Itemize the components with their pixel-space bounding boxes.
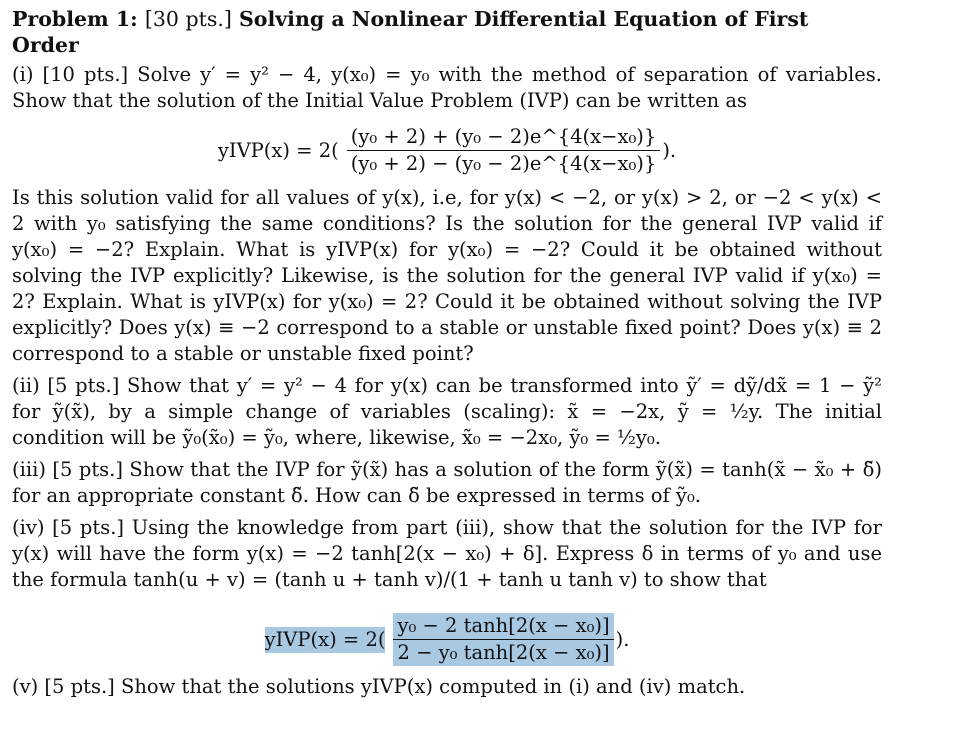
part-i-questions: Is this solution valid for all values of y(x), i.e, for y(x) < −2, or y(x) > 2, or −2 < y(x) < 2 with y₀ satisfying the same conditions? Is the solution for the general IVP valid if y(x₀) = −2? Explain. What is yIVP(x) for y(x₀) = −2? Could it be obtained without solving the IVP explicitly? Likewise, is the solution for the general IVP valid if y(x₀) = 2? Explain. What is yIVP(x) for y(x₀) = 2? Could it be obtained without solving the IVP explicitly? Does y(x) ≡ −2 correspond to a stable or unstable fixed point? Does y(x) ≡ 2 correspond to a stable or unstable fixed point? [12,186,882,365]
equation-fraction-highlighted [393,613,613,666]
equation-numerator: (y₀ + 2) + (y₀ − 2)e^{4(x−x₀)} [350,125,657,148]
problem-points: [30 pts.] [144,7,232,31]
problem-heading: Solving a Nonlinear Differential Equation of First Order [12,7,809,57]
part-v: (v) [5 pts.] Show that the solutions yIVP(x) computed in (i) and (iv) match. [12,675,746,698]
equation-numerator-highlighted: y₀ − 2 tanh[2(x − x₀)] [393,613,613,639]
equation-denominator: (y₀ + 2) − (y₀ − 2)e^{4(x−x₀)} [347,150,661,177]
equation-fraction [347,124,661,177]
equation-rhs: ). [662,138,677,162]
part-iii: (iii) [5 pts.] Show that the IVP for ỹ(x̃) has a solution of the form ỹ(x̃) = tanh(x̃ − x̃₀ + δ̃) for an appropriate constant δ̃. How can δ̃ be expressed in terms of ỹ₀. [12,458,882,507]
problem-document [12,4,882,700]
equation-rhs: ). [615,627,630,651]
part-iv: (iv) [5 pts.] Using the knowledge from part (iii), show that the solution for the IVP for y(x) will have the form y(x) = −2 tanh[2(x − x₀) + δ]. Express δ in terms of y₀ and use the formula tanh(u + v) = (tanh u + tanh v)/(1 + tanh u tanh v) to show that [12,516,882,591]
tanh-solution-equation [12,613,882,666]
ivp-solution-equation [12,124,882,177]
part-i-intro: (i) [10 pts.] Solve y′ = y² − 4, y(x₀) = y₀ with the method of separation of variables. Show that the solution of the Initial Value Problem (IVP) can be written as [12,63,882,112]
problem-title [12,6,882,58]
part-ii: (ii) [5 pts.] Show that y′ = y² − 4 for y(x) can be transformed into ỹ′ = dỹ/dx̃ = 1 − ỹ² for ỹ(x̃), by a simple change of variables (scaling): x̃ = −2x, ỹ = ½y. The initial condition will be ỹ₀(x̃₀) = ỹ₀, where, likewise, x̃₀ = −2x₀, ỹ₀ = ½y₀. [12,374,882,449]
equation-lhs: yIVP(x) = 2( [217,138,339,162]
equation-lhs-highlighted: yIVP(x) = 2( [264,627,386,651]
equation-denominator-highlighted: 2 − y₀ tanh[2(x − x₀)] [393,639,613,666]
problem-number: Problem 1: [12,7,138,31]
